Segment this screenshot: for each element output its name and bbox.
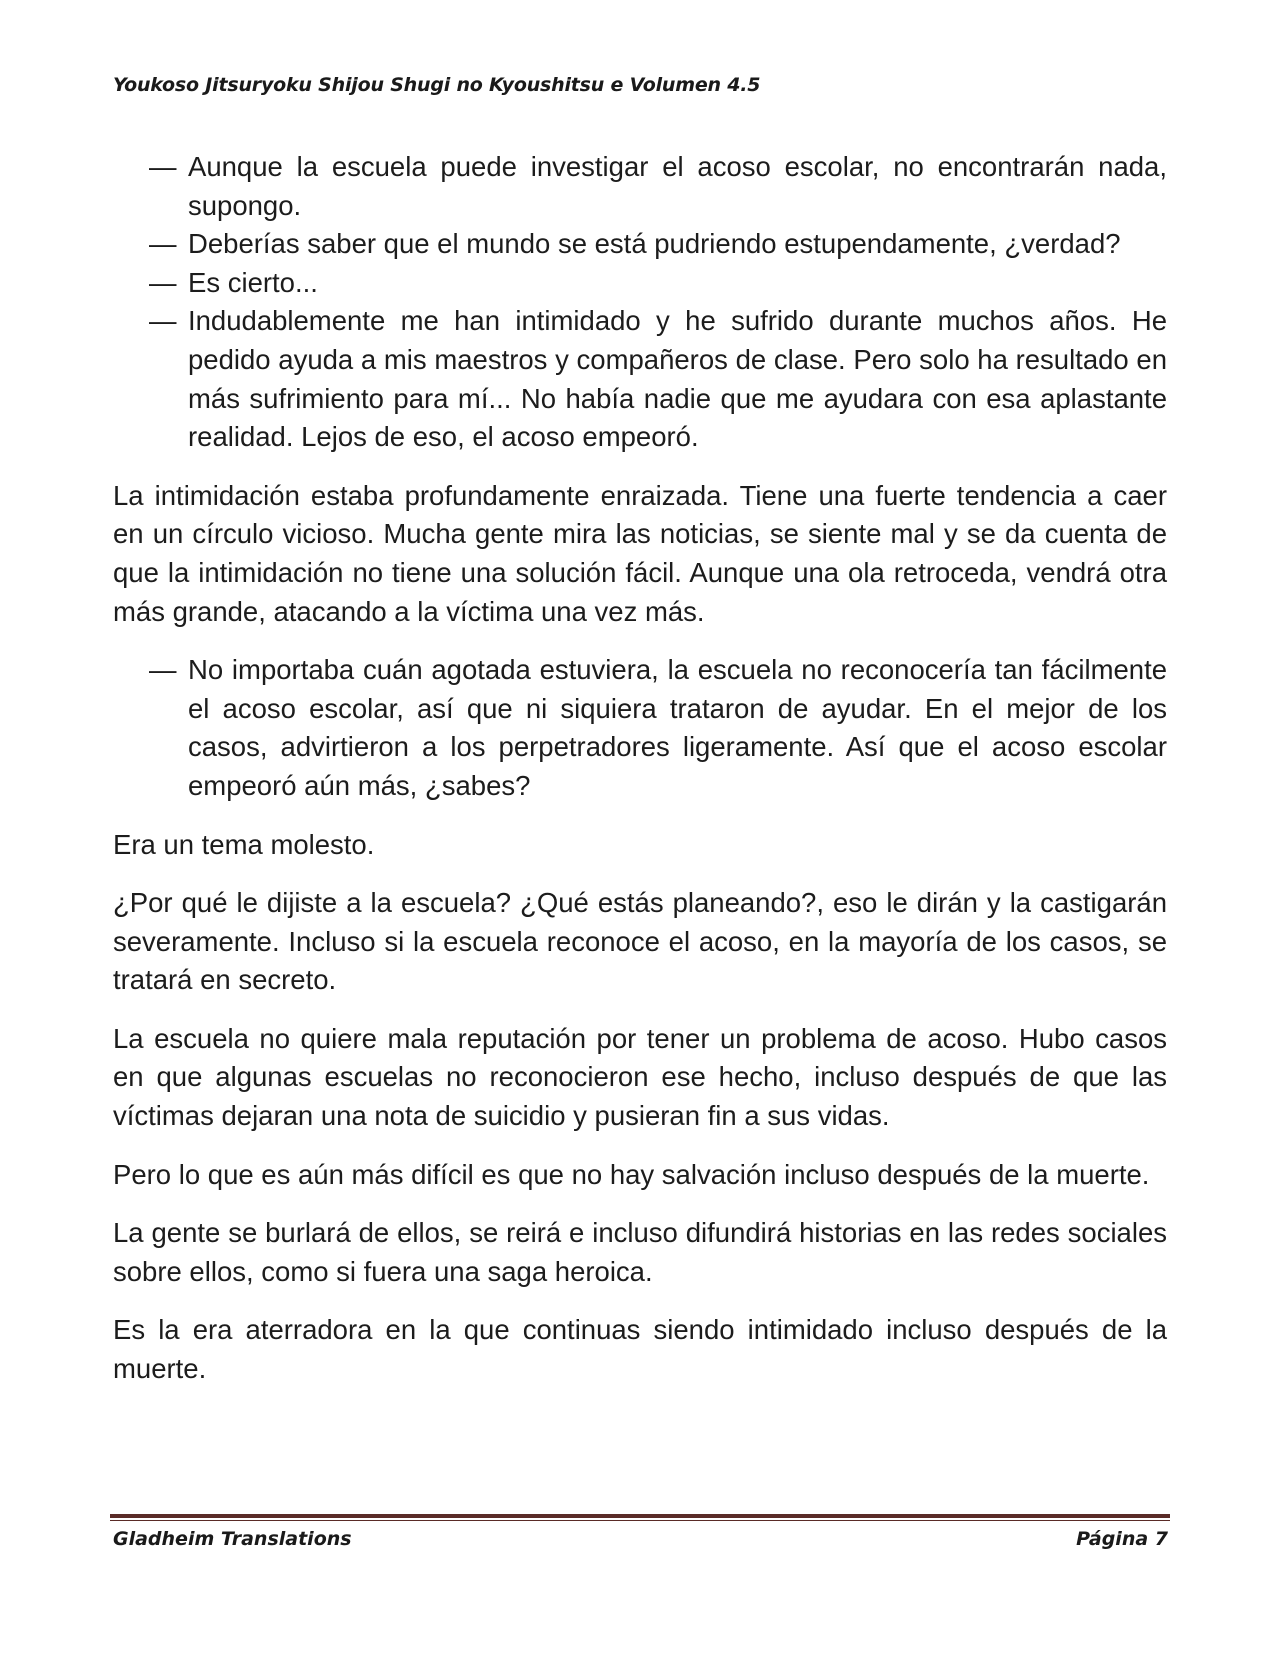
dialogue-text: Es cierto... (188, 266, 318, 298)
page-body (113, 148, 1167, 1389)
page-number: Página 7 (1076, 1528, 1168, 1550)
paragraph: La intimidación estaba profundamente enraizada. Tiene una fuerte tendencia a caer en un círculo vicioso. Mucha gente mira las noticias, se siente mal y se da cuenta de que la intimidación no tiene una solución fácil. Aunque una ola retroceda, vendrá otra más grande, atacando a la víctima una vez más. (113, 479, 1167, 627)
running-header: Youkoso Jitsuryoku Shijou Shugi no Kyoushitsu e Volumen 4.5 (113, 74, 761, 96)
dialogue-text: Deberías saber que el mundo se está pudriendo estupendamente, ¿verdad? (188, 228, 1121, 260)
dialogue-text: Aunque la escuela puede investigar el acoso escolar, no encontrarán nada, supongo. (188, 151, 1167, 221)
dialogue-dash: — (149, 266, 177, 298)
paragraph: ¿Por qué le dijiste a la escuela? ¿Qué estás planeando?, eso le dirán y la castigarán severamente. Incluso si la escuela reconoce el acoso, en la mayoría de los casos, se tratará en secreto. (113, 887, 1167, 996)
paragraph: Era un tema molesto. (113, 828, 375, 860)
dialogue-line (113, 225, 1167, 264)
dialogue-dash: — (149, 305, 177, 337)
paragraph: La gente se burlará de ellos, se reirá e incluso difundirá historias en las redes sociales sobre ellos, como si fuera una saga heroica. (113, 1217, 1167, 1287)
dialogue-text: Indudablemente me han intimidado y he sufrido durante muchos años. He pedido ayuda a mis maestros y compañeros de clase. Pero solo ha resultado en más sufrimiento para mí... No había nadie que me ayudara con esa aplastante realidad. Lejos de eso, el acoso empeoró. (188, 305, 1167, 453)
dialogue-line (113, 264, 1167, 303)
paragraph: La escuela no quiere mala reputación por tener un problema de acoso. Hubo casos en que algunas escuelas no reconocieron ese hecho, incluso después de que las víctimas dejaran una nota de suicidio y pusieran fin a sus vidas. (113, 1022, 1167, 1132)
dialogue-dash: — (149, 228, 177, 260)
paragraph: Pero lo que es aún más difícil es que no hay salvación incluso después de la muerte. (113, 1158, 1150, 1190)
footer-publisher: Gladheim Translations (113, 1528, 352, 1550)
paragraph: Es la era aterradora en la que continuas siendo intimidado incluso después de la muerte. (113, 1314, 1167, 1385)
dialogue-dash: — (149, 654, 177, 686)
dialogue-text: No importaba cuán agotada estuviera, la escuela no reconocería tan fácilmente el acoso escolar, así que ni siquiera trataron de ayudar. En el mejor de los casos, advirtieron a los perpetradores ligeramente. Así que el acoso escolar empeoró aún más, ¿sabes? (188, 654, 1167, 801)
dialogue-line (113, 651, 1167, 805)
dialogue-line (113, 302, 1167, 456)
dialogue-dash: — (149, 151, 177, 182)
dialogue-line (113, 148, 1167, 225)
